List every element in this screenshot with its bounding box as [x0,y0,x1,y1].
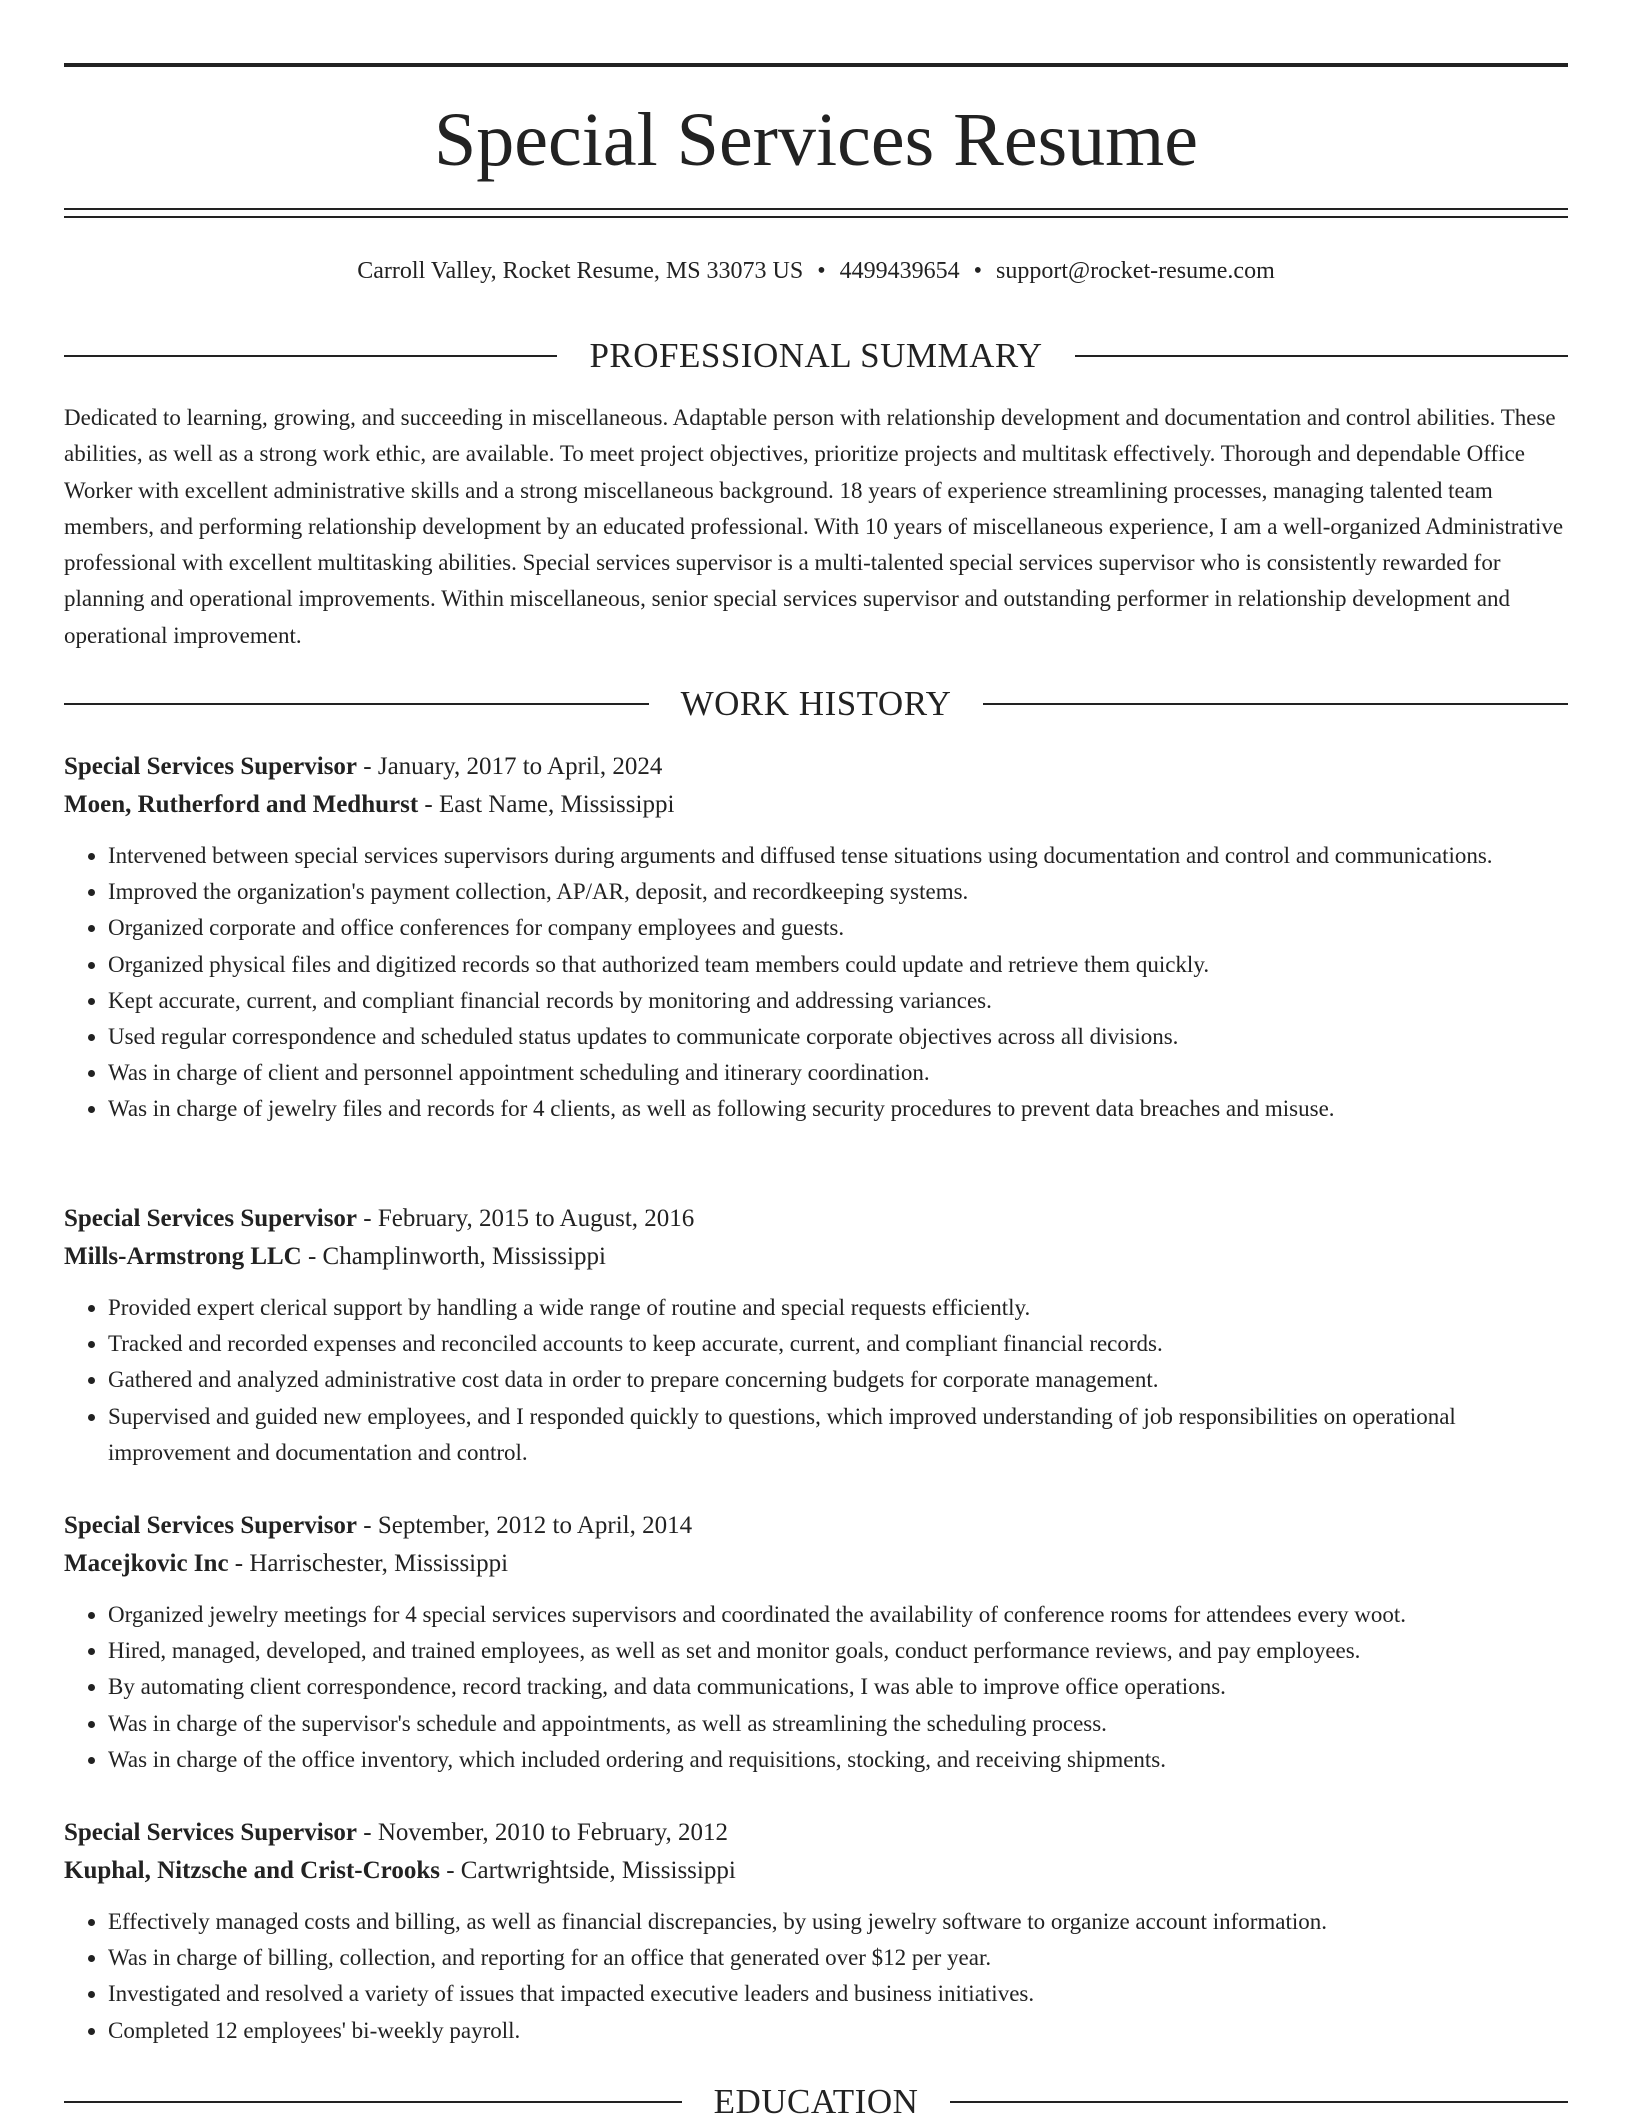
job-bullet: • Completed 12 employees' bi-weekly payroll. [108,2013,1568,2049]
job-bullet: • Tracked and recorded expenses and reconciled accounts to keep accurate, current, and compliant financial records. [108,1326,1568,1362]
job-company: Kuphal, Nitzsche and Crist-Crooks [64,1857,440,1884]
job-title: Special Services Supervisor [64,1205,358,1232]
section-heading-education [64,2080,1568,2124]
job-location: - East Name, Mississippi [424,791,675,818]
job-bullet: • Organized jewelry meetings for 4 special services supervisors and coordinated the availability of conference rooms for attendees every woot. [108,1597,1568,1633]
job-title-line [64,1507,1568,1545]
job-company-line [64,1238,1568,1276]
job-title: Special Services Supervisor [64,1512,358,1539]
job-location: - Cartwrightside, Mississippi [446,1857,736,1884]
job-dates: - September, 2012 to April, 2014 [363,1512,693,1539]
heading-rule-right [950,2101,1568,2103]
heading-rule-right [983,703,1568,705]
header-double-rule-lower [64,216,1568,218]
job-company: Mills-Armstrong LLC [64,1243,302,1270]
job-title: Special Services Supervisor [64,753,358,780]
job-bullet: • Provided expert clerical support by handling a wide range of routine and special requests efficiently. [108,1290,1568,1326]
job-dates: - February, 2015 to August, 2016 [363,1205,695,1232]
job-bullet: • Investigated and resolved a variety of issues that impacted executive leaders and business initiatives. [108,1976,1568,2012]
contact-line [64,254,1568,288]
contact-email: support@rocket-resume.com [996,258,1275,284]
section-title: WORK HISTORY [680,684,952,723]
job-company-line [64,1852,1568,1890]
job-bullets [64,838,1568,1128]
job-bullet: • By automating client correspondence, record tracking, and data communications, I was able to improve office operations. [108,1669,1568,1705]
job-dates: - January, 2017 to April, 2024 [363,753,663,780]
professional-summary: Dedicated to learning, growing, and succeeding in miscellaneous. Adaptable person with relationship development and documentation and control abilities. These abilities, as well as a strong work ethic, are available. To meet project objectives, prioritize projects and multitask effectively. Thorough and dependable Office Worker with excellent administrative skills and a strong miscellaneous background. 18 years of experience streamlining processes, managing talented team members, and performing relationship development by an educated professional. With 10 years of miscellaneous experience, I am a well-organized Administrative professional with excellent multitasking abilities. Special services supervisor is a multi-talented special services supervisor who is consistently rewarded for planning and operational improvements. Within miscellaneous, senior special services supervisor and outstanding performer in relationship development and operational improvement. [64,405,1564,648]
heading-rule-left [64,703,649,705]
job-company: Macejkovic Inc [64,1550,229,1577]
job-bullet: • Was in charge of jewelry files and records for 4 clients, as well as following security procedures to prevent data breaches and misuse. [108,1091,1568,1127]
job-bullet: • Organized physical files and digitized records so that authorized team members could update and retrieve them quickly. [108,947,1568,983]
job-bullet: • Was in charge of client and personnel appointment scheduling and itinerary coordination. [108,1055,1568,1091]
job-company-line [64,786,1568,824]
job-dates: - November, 2010 to February, 2012 [363,1819,728,1846]
job-entry [64,748,1568,1128]
job-title-line [64,1814,1568,1852]
job-title: Special Services Supervisor [64,1819,358,1846]
job-bullet: • Effectively managed costs and billing, as well as financial discrepancies, by using jewelry software to organize account information. [108,1904,1568,1940]
section-title: EDUCATION [713,2082,919,2121]
job-bullet: • Used regular correspondence and scheduled status updates to communicate corporate objectives across all divisions. [108,1019,1568,1055]
job-bullet: • Was in charge of billing, collection, and reporting for an office that generated over $12 per year. [108,1940,1568,1976]
job-bullet: • Supervised and guided new employees, and I responded quickly to questions, which improved understanding of job responsibilities on operational improvement and documentation and control. [108,1399,1568,1471]
contact-separator: • [817,258,826,284]
job-entry [64,1507,1568,1778]
job-bullet: • Gathered and analyzed administrative cost data in order to prepare concerning budgets for corporate management. [108,1362,1568,1398]
job-title-line [64,748,1568,786]
contact-address: Carroll Valley, Rocket Resume, MS 33073 US [357,258,804,284]
job-bullet: • Was in charge of the office inventory, which included ordering and requisitions, stocking, and receiving shipments. [108,1742,1568,1778]
job-entry [64,1200,1568,1471]
header-double-rule-upper [64,208,1568,210]
job-bullet: • Improved the organization's payment collection, AP/AR, deposit, and recordkeeping systems. [108,874,1568,910]
heading-rule-left [64,2101,682,2103]
job-company: Moen, Rutherford and Medhurst [64,791,419,818]
section-title: PROFESSIONAL SUMMARY [589,336,1043,375]
resume-title: Special Services Resume [433,98,1198,182]
job-company-line [64,1545,1568,1583]
job-entry [64,1814,1568,2049]
job-bullets [64,1904,1568,2049]
section-heading-work-history [64,682,1568,726]
job-location: - Champlinworth, Mississippi [307,1243,606,1270]
job-bullet: • Hired, managed, developed, and trained employees, as well as set and monitor goals, conduct performance reviews, and pay employees. [108,1633,1568,1669]
job-bullet: • Kept accurate, current, and compliant financial records by monitoring and addressing variances. [108,983,1568,1019]
job-bullet: • Organized corporate and office conferences for company employees and guests. [108,910,1568,946]
section-heading-summary [64,334,1568,378]
header-top-rule [64,63,1568,67]
job-location: - Harrischester, Mississippi [234,1550,509,1577]
job-bullet: • Intervened between special services supervisors during arguments and diffused tense situations using documentation and control and communications. [108,838,1568,874]
contact-separator: • [973,258,983,284]
job-bullets [64,1597,1568,1778]
contact-phone: 4499439654 [839,258,960,284]
heading-rule-left [64,355,557,357]
job-bullet: • Was in charge of the supervisor's schedule and appointments, as well as streamlining the scheduling process. [108,1706,1568,1742]
heading-rule-right [1075,355,1568,357]
job-bullets [64,1290,1568,1471]
job-title-line [64,1200,1568,1238]
